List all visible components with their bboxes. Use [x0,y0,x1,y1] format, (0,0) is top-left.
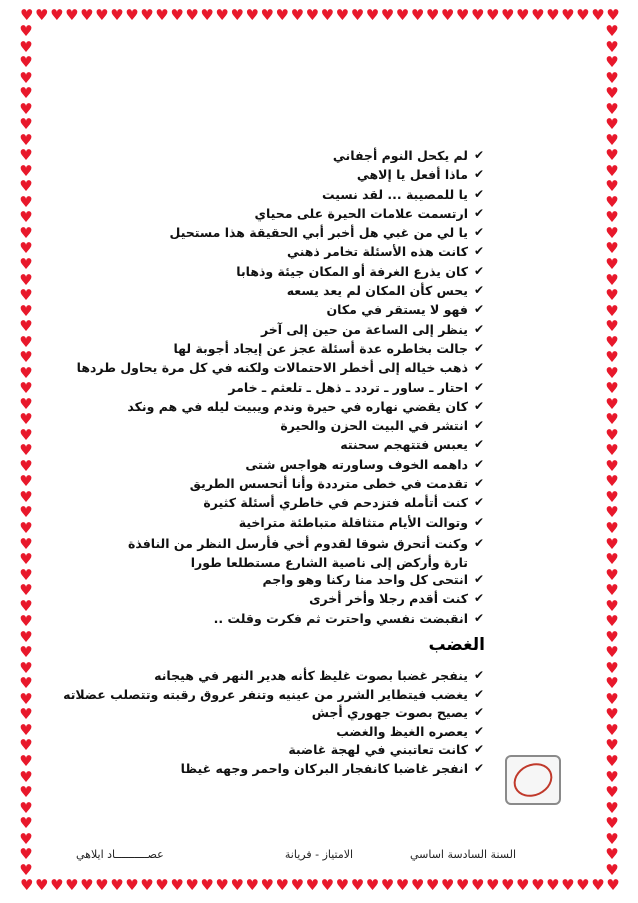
heart-icon: ♥ [95,878,109,894]
heart-icon: ♥ [605,456,619,475]
list-item-text: فهو لا يستقر في مكان [326,302,468,318]
heart-icon: ♥ [19,68,33,87]
heart-icon: ♥ [19,286,33,305]
heart-icon: ♥ [215,8,229,24]
heart-icon: ♥ [19,332,33,351]
heart-icon: ♥ [605,286,619,305]
heart-icon: ♥ [395,8,410,24]
heart-icon: ♥ [335,8,350,24]
check-icon: ✔ [473,742,485,757]
heart-icon: ♥ [19,239,33,258]
heart-icon: ♥ [19,519,33,537]
check-icon: ✔ [473,148,485,162]
heart-icon: ♥ [19,705,33,724]
heart-icon: ♥ [605,534,619,553]
heart-icon: ♥ [605,503,619,522]
heart-icon: ♥ [19,658,33,677]
check-icon: ✔ [473,476,485,491]
heart-icon: ♥ [19,612,33,631]
check-icon: ✔ [473,205,485,220]
heart-icon: ♥ [19,689,33,708]
heart-icon: ♥ [531,878,545,894]
heart-icon: ♥ [19,596,33,615]
heart-icon: ♥ [19,441,33,460]
heart-icon: ♥ [19,736,33,755]
list-item [66,668,486,687]
heart-icon: ♥ [605,130,619,149]
heart-icon: ♥ [605,472,619,491]
heart-icon: ♥ [605,192,619,211]
list-item [106,322,486,341]
heart-icon: ♥ [605,37,619,56]
heart-icon: ♥ [605,425,619,444]
heart-icon: ♥ [605,519,619,537]
heart-icon: ♥ [591,8,605,24]
heart-icon: ♥ [365,8,380,24]
list-item [106,457,486,476]
heart-icon: ♥ [50,878,64,894]
list-item-text: يصيح بصوت جهوري أجش [311,705,468,721]
footer-school: الامتياز - فريانة [284,848,354,861]
list-item-text: ماذا أفعل يا إلاهي [356,167,468,183]
heart-icon: ♥ [561,8,575,24]
list-item [106,476,486,495]
heart-icon: ♥ [65,8,79,24]
heart-icon: ♥ [19,565,33,584]
list-item [106,591,486,610]
heart-icon: ♥ [546,8,560,24]
heart-icon: ♥ [19,192,33,211]
heart-icon: ♥ [19,223,33,242]
check-icon: ✔ [473,514,485,529]
list-item [106,495,486,514]
list-item [106,302,486,321]
list-item-text: انفجر غاضبا كانفجار البركان واحمر وجهه غيظا [180,760,468,776]
heart-icon: ♥ [531,8,545,24]
heart-icon: ♥ [275,8,289,24]
check-icon: ✔ [473,437,485,452]
heart-icon: ♥ [605,689,619,708]
list-item [106,148,486,167]
check-icon: ✔ [473,398,485,413]
heart-icon: ♥ [546,878,560,894]
heart-icon: ♥ [605,68,619,87]
heart-icon: ♥ [605,239,619,258]
heart-icon: ♥ [605,814,619,833]
heart-icon: ♥ [350,878,365,894]
heart-icon: ♥ [19,456,33,475]
heart-icon: ♥ [380,878,395,894]
list-item [106,264,486,283]
list-item [106,341,486,360]
heart-icon: ♥ [320,878,335,894]
heart-icon: ♥ [605,581,619,600]
heart-icon: ♥ [605,751,619,770]
heart-icon: ♥ [605,720,619,739]
check-icon: ✔ [473,321,485,336]
heart-icon: ♥ [19,550,33,569]
heart-icon: ♥ [155,878,169,894]
list-item [106,380,486,399]
list-item-text: ينفجر غضبا بصوت غليظ كأنه هدير النهر في هيجانه [154,668,468,683]
heart-icon: ♥ [19,24,33,40]
heart-icon: ♥ [200,878,214,894]
heart-icon: ♥ [485,8,500,24]
heart-icon: ♥ [185,878,199,894]
heart-icon: ♥ [110,8,124,24]
heart-icon: ♥ [19,720,33,739]
heart-icon: ♥ [19,394,33,413]
list-item-text: جالت بخاطره عدة أسئلة عجز عن إيجاد أجوبة لها [173,340,468,356]
check-icon: ✔ [473,302,485,317]
heart-icon: ♥ [230,878,244,894]
heart-icon: ♥ [410,8,425,24]
heart-icon: ♥ [170,878,184,894]
heart-icon: ♥ [290,8,305,24]
list-item-text: يا لي من غبي هل أخبر أبي الحقيقة هذا مستحيل [169,225,468,241]
list-item [106,167,486,186]
heart-icon: ♥ [605,270,619,289]
heart-icon: ♥ [605,332,619,351]
list-item-text: يا للمصيبة ... لقد نسيت [322,186,468,202]
list-item [106,572,486,591]
list-item [63,686,486,706]
list-item-text: كانت تعاتبني في لهجة غاضبة [288,742,468,758]
heart-icon: ♥ [605,146,619,165]
heart-icon: ♥ [605,643,619,662]
anger-expressions-list [63,668,486,780]
list-item [106,418,486,437]
heart-icon: ♥ [605,53,619,72]
check-icon: ✔ [473,456,485,471]
check-icon: ✔ [473,705,485,720]
heart-icon: ♥ [606,8,620,24]
list-item-text: كنت أتأمله فتزدحم في خاطري أسئلة كثيرة [203,495,468,511]
heart-icon: ♥ [50,8,64,24]
check-icon: ✔ [473,418,485,433]
heart-icon: ♥ [380,8,395,24]
heart-icon: ♥ [19,37,33,56]
heart-icon: ♥ [200,8,214,24]
check-icon: ✔ [473,591,485,606]
heart-icon: ♥ [19,208,33,227]
heart-icon: ♥ [470,8,485,24]
heart-icon: ♥ [605,783,619,802]
heart-icon: ♥ [185,8,199,24]
heart-icon: ♥ [605,161,619,180]
heart-icon: ♥ [605,177,619,196]
heart-icon: ♥ [605,223,619,242]
list-item-text: لم يكحل النوم أجفاني [332,148,468,163]
check-icon: ✔ [473,723,485,738]
check-icon: ✔ [473,495,485,510]
heart-icon: ♥ [335,878,350,894]
list-item-text: انتحى كل واحد منا ركنا وهو واجم [262,571,468,587]
list-item-text: كانت هذه الأسئلة تخامر ذهني [287,244,468,260]
heart-icon: ♥ [605,627,619,646]
list-item [106,399,486,418]
heart-icon: ♥ [516,8,530,24]
heart-icon: ♥ [19,146,33,165]
heart-icon: ♥ [20,878,34,894]
heart-icon: ♥ [95,8,109,24]
heart-icon: ♥ [19,829,33,848]
list-item [106,437,486,456]
list-item-text: انتشر في البيت الحزن والحيرة [280,418,468,434]
list-item [66,705,486,724]
list-item [106,611,486,630]
heart-icon: ♥ [605,860,619,878]
list-item-text: يعبس فتتهجم سحنته [340,437,468,453]
list-item-text: انقبضت نفسي واحترت ثم فكرت وقلت .. [213,610,468,626]
heart-icon: ♥ [440,8,455,24]
footer-author: عصــــــــــاد ايلاهي [76,848,164,861]
heart-icon: ♥ [155,8,169,24]
list-item-text: ينظر إلى الساعة من حين إلى آخر [260,321,468,337]
heart-icon: ♥ [606,878,620,894]
list-item [106,534,486,572]
list-item-text: ذهب خياله إلى أخطر الاحتمالات ولكنه في كل مرة يحاول طردها [76,360,468,376]
check-icon: ✔ [473,535,485,550]
heart-icon: ♥ [605,99,619,118]
list-item [66,724,486,743]
list-item [106,515,486,534]
heart-icon: ♥ [605,596,619,615]
check-icon: ✔ [473,379,485,394]
heart-icon: ♥ [275,878,289,894]
heart-border-left [18,24,34,878]
heart-border-right [604,24,620,878]
heart-icon: ♥ [19,860,33,878]
heart-icon: ♥ [19,845,33,864]
heart-icon: ♥ [501,8,515,24]
list-item-text: داهمه الخوف وساورته هواجس شتى [245,456,468,472]
heart-icon: ♥ [605,208,619,227]
list-item-text: ارتسمت علامات الحيرة على محياي [254,205,468,221]
heart-icon: ♥ [605,394,619,413]
heart-icon: ♥ [605,612,619,631]
heart-icon: ♥ [485,878,500,894]
heart-icon: ♥ [19,643,33,662]
heart-icon: ♥ [140,8,154,24]
heart-icon: ♥ [19,301,33,320]
heart-icon: ♥ [170,8,184,24]
heart-icon: ♥ [605,829,619,848]
list-item-text: كنت أقدم رجلا وأخر أخرى [309,591,468,607]
heart-icon: ♥ [605,705,619,724]
heart-icon: ♥ [80,8,94,24]
check-icon: ✔ [473,360,485,375]
heart-icon: ♥ [245,878,259,894]
heart-icon: ♥ [605,254,619,273]
heart-icon: ♥ [19,798,33,817]
heart-icon: ♥ [395,878,410,894]
list-item-text: احتار ـ ساور ـ تردد ـ ذهل ـ تلعثم ـ خامر [228,379,468,395]
heart-icon: ♥ [19,767,33,786]
heart-icon: ♥ [305,8,320,24]
check-icon: ✔ [473,225,485,240]
heart-icon: ♥ [19,254,33,273]
heart-icon: ♥ [605,348,619,367]
heart-icon: ♥ [19,487,33,506]
heart-icon: ♥ [605,487,619,506]
list-item [76,360,486,379]
heart-icon: ♥ [19,99,33,118]
heart-icon: ♥ [455,878,470,894]
heart-icon: ♥ [425,878,440,894]
heart-icon: ♥ [365,878,380,894]
heart-icon: ♥ [605,658,619,677]
list-item-text: كان يذرع الغرفة أو المكان جيئة وذهابا [236,263,468,279]
list-item [106,225,486,244]
heart-icon: ♥ [19,410,33,429]
list-item [66,742,486,761]
list-item [66,761,486,780]
heart-icon: ♥ [19,53,33,72]
list-item [106,206,486,225]
heart-icon: ♥ [576,8,590,24]
heart-icon: ♥ [19,348,33,367]
heart-icon: ♥ [215,878,229,894]
check-icon: ✔ [473,760,485,775]
heart-icon: ♥ [19,814,33,833]
heart-icon: ♥ [605,317,619,336]
heart-icon: ♥ [125,878,139,894]
heart-icon: ♥ [605,24,619,40]
heart-icon: ♥ [605,115,619,134]
heart-icon: ♥ [140,878,154,894]
heart-icon: ♥ [19,177,33,196]
heart-icon: ♥ [19,425,33,444]
heart-icon: ♥ [350,8,365,24]
heart-icon: ♥ [35,878,49,894]
footer-grade: السنة السادسة اساسي [409,848,516,861]
heart-icon: ♥ [320,8,335,24]
heart-icon: ♥ [605,379,619,398]
heart-icon: ♥ [591,878,605,894]
heart-icon: ♥ [605,798,619,817]
list-item-text: يحس كأن المكان لم يعد يسعه [286,283,468,299]
check-icon: ✔ [473,167,485,182]
list-item-text: تقدمت في خطى مترددة وأنا أتحسس الطريق [189,476,468,492]
check-icon: ✔ [473,244,485,259]
check-icon: ✔ [473,340,485,355]
check-icon: ✔ [473,186,485,201]
heart-icon: ♥ [455,8,470,24]
check-icon: ✔ [473,283,485,298]
heart-icon: ♥ [501,878,515,894]
heart-icon: ♥ [19,751,33,770]
check-icon: ✔ [473,263,485,278]
heart-icon: ♥ [19,115,33,134]
heart-icon: ♥ [470,878,485,894]
heart-icon: ♥ [605,410,619,429]
heart-icon: ♥ [19,581,33,600]
heart-icon: ♥ [260,8,274,24]
heart-icon: ♥ [125,8,139,24]
list-item [106,244,486,263]
heart-icon: ♥ [19,534,33,553]
heart-icon: ♥ [605,736,619,755]
heart-icon: ♥ [19,783,33,802]
heart-icon: ♥ [19,472,33,491]
list-item [106,187,486,206]
heart-border-bottom [20,878,620,894]
list-item-text: يغضب فيتطاير الشرر من عينيه وتنفر عروق رقبته وتتصلب عضلاته [63,686,468,702]
heart-icon: ♥ [410,878,425,894]
section-heading: الغضب [428,635,485,655]
heart-icon: ♥ [19,379,33,398]
heart-icon: ♥ [80,878,94,894]
heart-icon: ♥ [19,363,33,382]
heart-icon: ♥ [19,161,33,180]
heart-icon: ♥ [605,767,619,786]
heart-icon: ♥ [65,878,79,894]
heart-icon: ♥ [605,550,619,569]
heart-icon: ♥ [19,674,33,693]
heart-icon: ♥ [305,878,320,894]
heart-icon: ♥ [35,8,49,24]
heart-icon: ♥ [19,84,33,103]
check-icon: ✔ [473,686,485,701]
heart-icon: ♥ [605,441,619,460]
heart-icon: ♥ [516,878,530,894]
list-item-text: يعصره الغيظ والغضب [336,723,468,739]
heart-icon: ♥ [605,565,619,584]
heart-icon: ♥ [605,363,619,382]
heart-icon: ♥ [230,8,244,24]
heart-icon: ♥ [19,317,33,336]
heart-icon: ♥ [260,878,274,894]
heart-border-top [20,8,620,24]
check-icon: ✔ [473,668,485,682]
heart-icon: ♥ [19,627,33,646]
list-item-text: كان يقضي نهاره في حيرة وندم ويبيت ليله في هم ونكد [127,398,468,414]
page-footer [0,845,638,864]
heart-icon: ♥ [605,301,619,320]
list-item-text: وتوالت الأيام متثاقلة متباطئة متراخية [238,514,468,530]
check-icon: ✔ [473,610,485,625]
expressions-list [76,148,486,630]
heart-icon: ♥ [290,878,305,894]
heart-icon: ♥ [110,878,124,894]
heart-icon: ♥ [605,84,619,103]
heart-icon: ♥ [605,674,619,693]
heart-icon: ♥ [561,878,575,894]
list-item-text: وكنت أتحرق شوقا لقدوم أخي فأرسل النظر من النافذة تارة وأركض إلى ناصية الشارع مستطلعا طورا [127,535,468,570]
heart-icon: ♥ [245,8,259,24]
heart-icon: ♥ [425,8,440,24]
heart-icon: ♥ [440,878,455,894]
heart-icon: ♥ [605,845,619,864]
heart-icon: ♥ [19,270,33,289]
heart-icon: ♥ [20,8,34,24]
list-item [106,283,486,302]
check-icon: ✔ [473,571,485,586]
heart-icon: ♥ [19,130,33,149]
heart-icon: ♥ [576,878,590,894]
stamp-icon [505,755,561,805]
heart-icon: ♥ [19,503,33,522]
